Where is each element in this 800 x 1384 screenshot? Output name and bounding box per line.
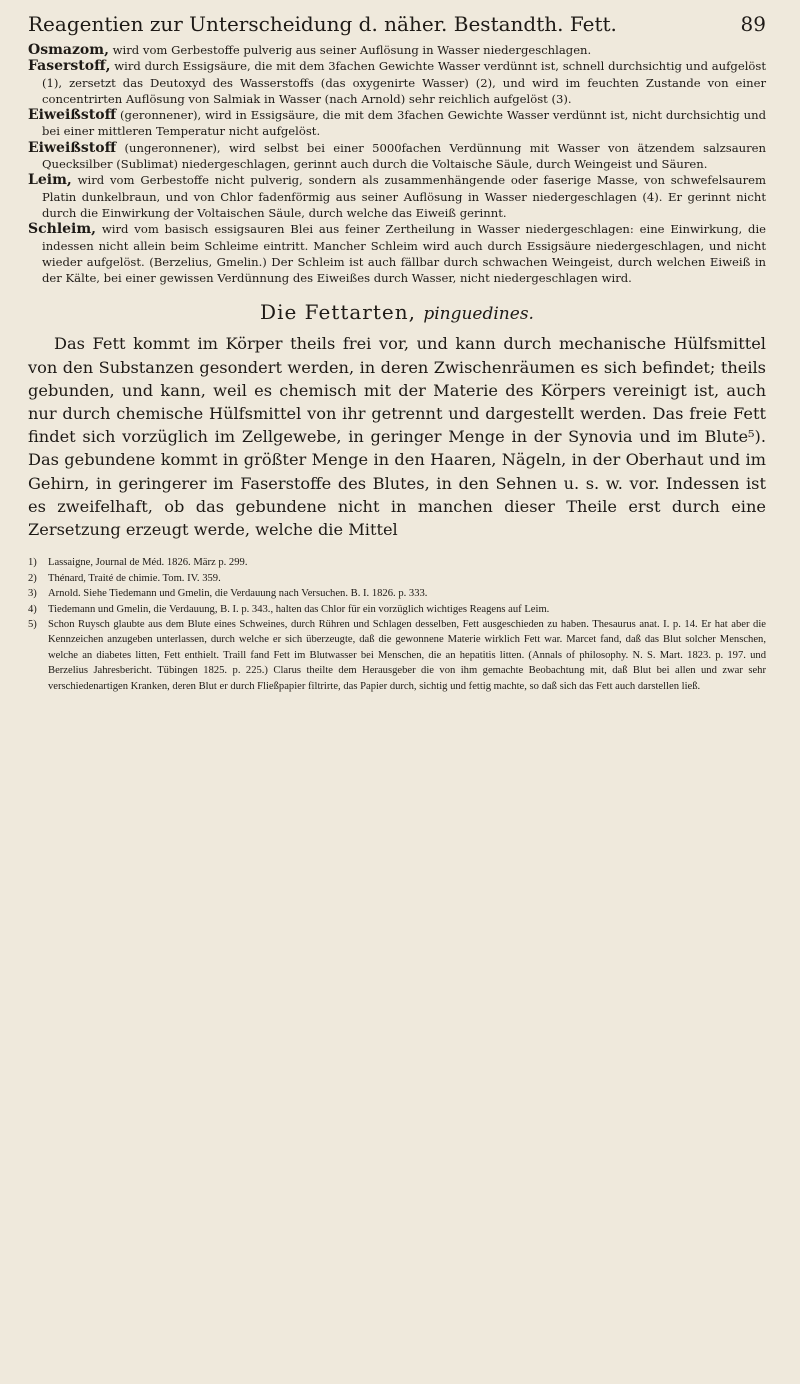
footnote-text: Arnold. Siehe Tiedemann und Gmelin, die Verdauung nach Versuchen. B. I. 1826. p. 333.	[48, 588, 428, 600]
entry-term: Eiweißstoff	[28, 139, 117, 156]
footnote-text: Lassaigne, Journal de Méd. 1826. März p. 299.	[48, 557, 248, 569]
running-header	[28, 12, 766, 36]
footnote-text: Schon Ruysch glaubte aus dem Blute eines Schweines, durch Rühren und Schlagen desselben, Fett ausgeschieden zu haben. Thesaurus anat. I. p. 14. Er hat aber die Kennzeichen anzugeben unterlassen, durch welche er sich überzeugte, daß die gewonnene Materie wirklich Fett war. Marcet fand, daß das Blut solcher Menschen, welche an diabetes litten, Fett enthielt. Traill fand Fett im Blutwasser bei Menschen, die an hepatitis litten. (Annals of philosophy. N. S. Mart. 1823. p. 197. und Berzelius Jahresbericht. Tübingen 1825. p. 225.) Clarus theilte dem Herausgeber die von ihm gemachte Beobachtung mit, daß Blut bei allen und zwar sehr verschiedenartigen Kranken, deren Blut er durch Fließpapier filtrirte, das Papier durch, sichtig und fettig machte, so daß sich das Fett auch darstellen ließ.	[48, 618, 766, 692]
footnote-text: Tiedemann und Gmelin, die Verdauung, B. I. p. 343., halten das Chlor für ein vorzüglich wichtiges Reagens auf Leim.	[48, 603, 550, 615]
footnote	[28, 602, 766, 617]
entry	[28, 107, 766, 140]
footnote-number: 5)	[28, 618, 37, 630]
section-heading	[28, 300, 766, 324]
footnote-number: 1)	[28, 557, 37, 569]
footnote	[28, 571, 766, 586]
section-title: Die Fettarten,	[260, 300, 416, 325]
entry-text: wird vom Gerbestoffe nicht pulverig, sondern als zusammenhängende oder faserige Masse, von schwefelsaurem Platin dunkelbraun, und von Chlor fadenförmig aus seiner Auflösung in Wasser niedergeschlagen (4). Er gerinnt nicht durch die Einwirkung der Voltaischen Säule, durch welche das Eiweiß gerinnt.	[42, 173, 767, 220]
reagent-entries	[28, 42, 766, 286]
footnote	[28, 617, 766, 694]
entry	[28, 42, 766, 58]
entry-text: (ungeronnener), wird selbst bei einer 5000fachen Verdünnung mit Wasser von ätzendem salzsauren Quecksilber (Sublimat) niedergeschlagen, gerinnt auch durch die Voltaische Säule, durch Weingeist und Säuren.	[42, 140, 766, 172]
entry-text: (geronnener), wird in Essigsäure, die mit dem 3fachen Gewichte Wasser verdünnt ist, nicht durchsichtig und bei einer mittleren Temperatur nicht aufgelöst.	[42, 108, 766, 139]
entry	[28, 172, 766, 221]
entry-term: Schleim,	[28, 221, 97, 238]
footnote-number: 4)	[28, 603, 37, 615]
footnotes	[28, 555, 766, 694]
entry	[28, 140, 766, 173]
entry-term: Leim,	[28, 172, 72, 189]
entry-term: Osmazom,	[28, 42, 109, 58]
entry	[28, 58, 766, 107]
section-latin-title: pinguedines.	[423, 304, 534, 325]
entry-text: wird vom Gerbestoffe pulverig aus seiner Auflösung in Wasser niedergeschlagen.	[112, 43, 592, 57]
entry-term: Faserstoff,	[28, 58, 111, 75]
entry-term: Eiweißstoff	[28, 107, 117, 124]
body-paragraph: Das Fett kommt im Körper theils frei vor, und kann durch mechanische Hülfsmittel von den Substanzen gesondert werden, in deren Zwischenräumen es sich befindet; theils gebunden, und kann, weil es chemisch mit der Materie des Körpers vereinigt ist, auch nur durch chemische Hülfsmittel von ihr getrennt und dargestellt werden. Das freie Fett findet sich vorzüglich im Zellgewebe, in geringer Menge in der Synovia und im Blute⁵). Das gebundene kommt in größter Menge in den Haaren, Nägeln, in der Oberhaut und im Gehirn, in geringerer im Faserstoffe des Blutes, in den Sehnen u. s. w. vor. Indessen ist es zweifelhaft, ob das gebundene nicht in manchen dieser Theile erst durch eine Zersetzung erzeugt werde, welche die Mittel	[28, 334, 766, 540]
running-title: Reagentien zur Unterscheidung d. näher. Bestandth. Fett.	[28, 12, 617, 36]
footnote-number: 2)	[28, 572, 37, 584]
entry-text: wird vom basisch essigsauren Blei aus feiner Zertheilung in Wasser niedergeschlagen: eine Einwirkung, die indessen nicht allein beim Schleime eintritt. Mancher Schleim wird auch durch Essigsäure niedergeschlagen, und nicht wieder aufgelöst. (Berzelius, Gmelin.) Der Schleim ist auch fällbar durch schwachen Weingeist, durch welchen Eiweiß in der Kälte, bei einer gewissen Verdünnung des Eiweißes durch Wasser, nicht niedergeschlagen wird.	[42, 222, 767, 286]
footnote	[28, 586, 766, 601]
entry	[28, 221, 766, 286]
footnote-text: Thénard, Traité de chimie. Tom. IV. 359.	[48, 572, 221, 584]
entry-text: wird durch Essigsäure, die mit dem 3fachen Gewichte Wasser verdünnt ist, schnell durchsichtig und aufgelöst (1), zersetzt das Deutoxyd des Wasserstoffs (das oxygenirte Wasser) (2), und wird im feuchten Zustande von einer concentrirten Auflösung von Salmiak in Wasser (nach Arnold) sehr reichlich aufgelöst (3).	[42, 59, 767, 106]
page-number: 89	[740, 12, 766, 36]
footnote-number: 3)	[28, 588, 37, 600]
footnote	[28, 555, 766, 570]
